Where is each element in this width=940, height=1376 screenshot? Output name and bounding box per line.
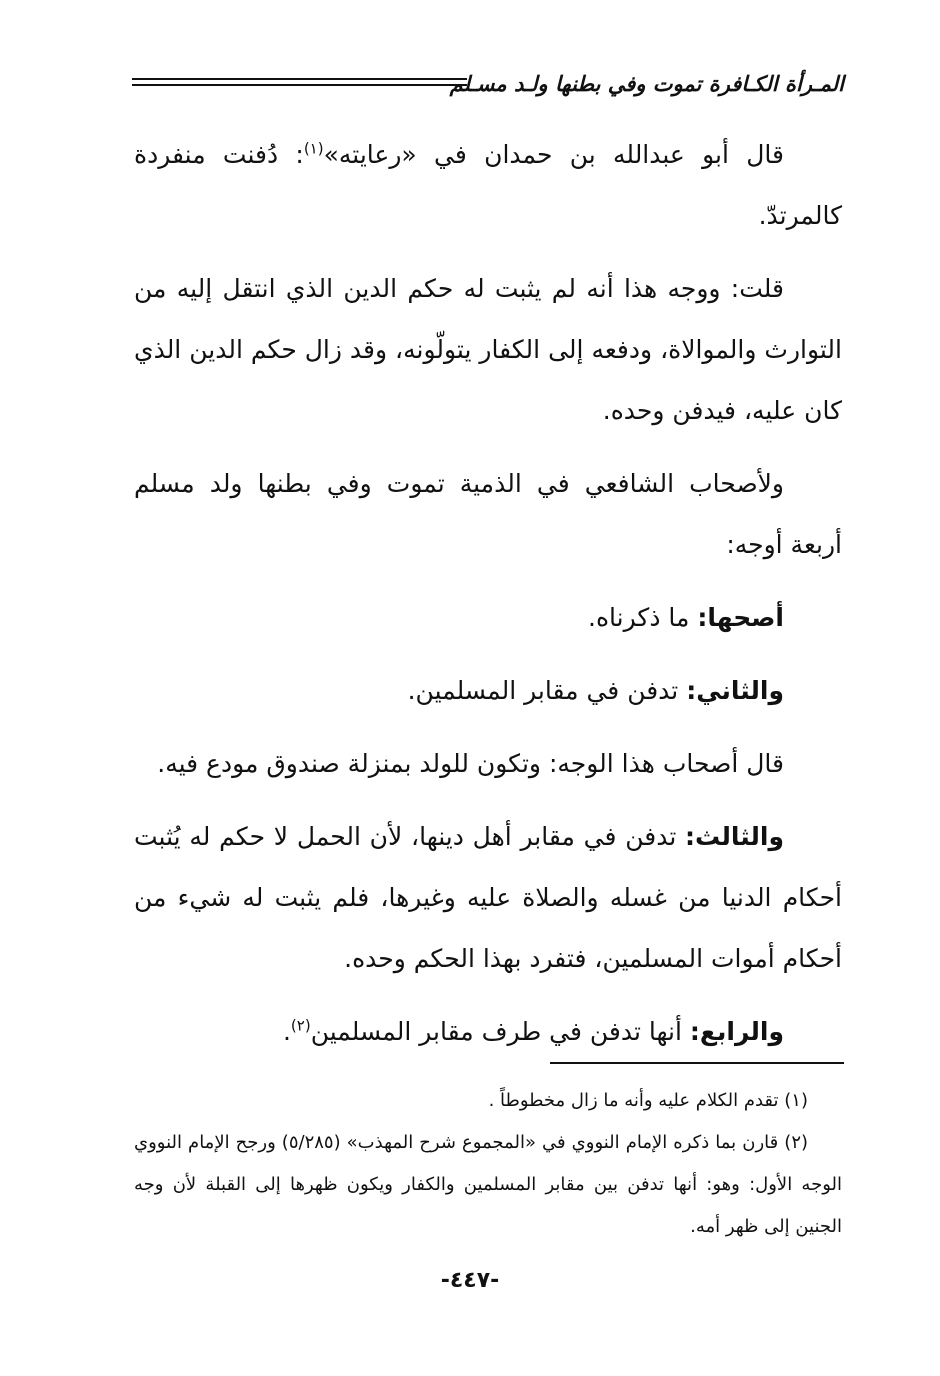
footnote-ref-2[interactable]: (٢) (290, 1016, 311, 1035)
paragraph-7-text: تدفن في مقابر أهل دينها، لأن الحمل لا حكم له يُثبت أحكام الدنيا من غسله والصلاة عليه وغيرها، فلم يثبت له شيء من أحكام أموات المسلمين، فتفرد بهذا الحكم وحده. (134, 822, 842, 973)
page-number: -٤٤٧- (440, 1268, 500, 1293)
paragraph-2: قلت: ووجه هذا أنه لم يثبت له حكم الدين الذي انتقل إليه من التوارث والموالاة، ودفعه إلى الكفار يتولّونه، وقد زال حكم الدين الذي كان عليه، فيدفن وحده. (134, 274, 842, 425)
header-rule-bottom (132, 84, 467, 86)
paragraph-8-tail: . (282, 1017, 291, 1046)
paragraph-8 (134, 1001, 842, 1062)
running-header-title: المـرأة الكـافرة تموت وفي بطنها ولـد مسـلم (449, 72, 844, 96)
paragraph-4 (134, 587, 842, 648)
paragraph-8-text: أنها تدفن في طرف مقابر المسلمين (310, 1017, 690, 1046)
footnotes (134, 1080, 842, 1248)
paragraph-5-text: تدفن في مقابر المسلمين. (407, 676, 687, 705)
paragraph-4-text: ما ذكرناه. (588, 603, 698, 632)
header-rule-top (132, 78, 467, 80)
paragraph-7 (134, 806, 842, 989)
main-text (134, 124, 842, 1074)
paragraph-6: قال أصحاب هذا الوجه: وتكون للولد بمنزلة صندوق مودع فيه. (157, 749, 784, 778)
paragraph-3: ولأصحاب الشافعي في الذمية تموت وفي بطنها ولد مسلم أربعة أوجه: (134, 469, 842, 559)
footnote-2: (٢) قارن بما ذكره الإمام النووي في «المجموع شرح المهذب» (٥/٢٨٥) ورجح الإمام النووي الوجه الأول: وهو: أنها تدفن بين مقابر المسلمين والكفار ويكون ظهرها إلى القبلة لأن وجه الجنين إلى ظهر أمه. (134, 1132, 842, 1237)
footnote-ref-1[interactable]: (١) (303, 139, 324, 158)
paragraph-1-text: قال أبو عبدالله بن حمدان في «رعايته» (323, 140, 784, 169)
paragraph-1-tail: : دُفنت منفردة كالمرتدّ. (134, 140, 842, 230)
paragraph-7-lead: والثالث: (685, 822, 784, 851)
paragraph-1 (134, 124, 842, 246)
paragraph-5-lead: والثاني: (686, 676, 784, 705)
running-header (132, 70, 844, 106)
paragraph-4-lead: أصحها: (697, 603, 784, 632)
paragraph-8-lead: والرابع: (689, 1017, 784, 1046)
footnote-1: (١) تقدم الكلام عليه وأنه ما زال مخطوطاً . (488, 1090, 808, 1111)
paragraph-5 (134, 660, 842, 721)
footnote-separator (550, 1062, 844, 1064)
